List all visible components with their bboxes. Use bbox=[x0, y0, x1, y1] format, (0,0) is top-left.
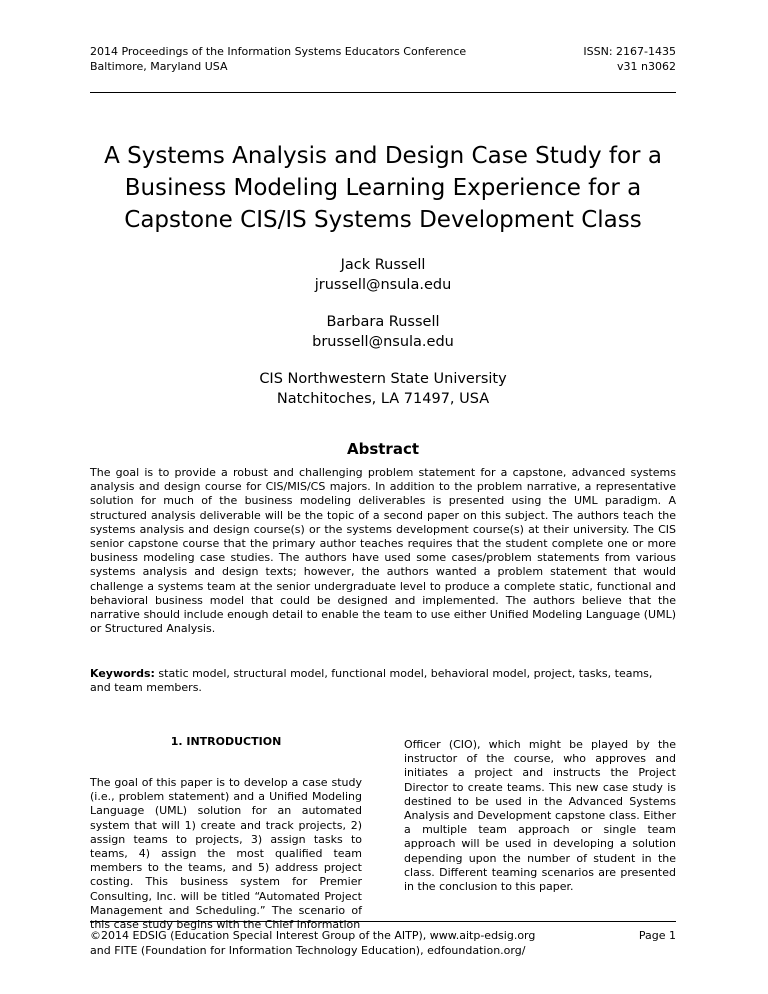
author-block-2 bbox=[90, 312, 676, 352]
right-column bbox=[404, 738, 676, 894]
footer-line: and FITE (Foundation for Information Technology Education), edfoundation.org/ bbox=[90, 944, 526, 957]
header-divider bbox=[90, 92, 676, 93]
author-block-1 bbox=[90, 255, 676, 295]
keywords-label: Keywords: bbox=[90, 667, 155, 680]
affiliation-block bbox=[90, 369, 676, 409]
page-number: Page 1 bbox=[638, 929, 676, 942]
abstract-text: The goal is to provide a robust and challenging problem statement for a capstone, advanced systems analysis and design course for CIS/MIS/CS majors. In addition to the problem narrative, a representative solution for much of the business modeling deliverables is presented using the UML paradigm. A structured analysis deliverable will be the topic of a second paper on this subject. The authors teach the systems analysis and design course(s) or the systems development course(s) at their university. The CIS senior capstone course that the primary author teaches requires that the student complete one or more business modeling case studies. The authors have used some cases/problem statements from various systems analysis and design texts; however, the authors wanted a problem statement that would challenge a systems team at the senior undergraduate level to produce a complete static, functional and behavioral business model that could be designed and implemented. The authors believe that the narrative should include enough detail to enable the team to use either Unified Modeling Language (UML) or Structured Analysis. bbox=[90, 466, 676, 636]
header-volume: v31 n3062 bbox=[617, 60, 676, 73]
introduction-text-left: The goal of this paper is to develop a case study (i.e., problem statement) and a Unified Modeling Language (UML) solution for an automated system that will 1) create and track projects, 2) assign teams to projects, 3) assign tasks to teams, 4) assign the most qualified team members to the teams, and 5) address project costing. This business system for Premier Consulting, Inc. will be titled “Automated Project Management and Scheduling.” The scenario of this case study begins with the Chief Information bbox=[90, 776, 362, 932]
header-issn-block bbox=[583, 44, 676, 74]
title-line: Business Modeling Learning Experience for a bbox=[124, 175, 642, 201]
keywords-text: static model, structural model, functional model, behavioral model, project, tasks, teams, and team members. bbox=[90, 667, 653, 695]
header-location: Baltimore, Maryland USA bbox=[90, 60, 228, 73]
header-conference: 2014 Proceedings of the Information Systems Educators Conference bbox=[90, 45, 467, 58]
header-issn: ISSN: 2167-1435 bbox=[583, 45, 676, 58]
paper-title bbox=[90, 140, 676, 236]
title-line: A Systems Analysis and Design Case Study for a bbox=[104, 143, 662, 169]
header-conference-block bbox=[90, 44, 466, 74]
title-line: Capstone CIS/IS Systems Development Class bbox=[124, 207, 642, 233]
affiliation-line: Natchitoches, LA 71497, USA bbox=[276, 391, 490, 407]
author-email[interactable]: jrussell@nsula.edu bbox=[314, 277, 452, 293]
author-email[interactable]: brussell@nsula.edu bbox=[312, 334, 454, 350]
keywords bbox=[90, 667, 676, 695]
left-column bbox=[90, 705, 362, 932]
introduction-text-right: Officer (CIO), which might be played by the instructor of the course, who approves and initiates a project and instructs the Project Director to create teams. This new case study is destined to be used in the Advanced Systems Analysis and Development capstone class. Either a multiple team approach or single team approach will be used in developing a solution depending upon the number of student in the class. Different teaming scenarios are presented in the conclusion to this paper. bbox=[404, 738, 676, 894]
footer-copyright bbox=[90, 928, 610, 958]
footer-divider bbox=[90, 921, 676, 922]
footer-line: ©2014 EDSIG (Education Special Interest Group of the AITP), www.aitp-edsig.org bbox=[90, 929, 536, 942]
author-name: Barbara Russell bbox=[326, 314, 440, 330]
abstract-heading: Abstract bbox=[346, 440, 420, 458]
section-heading-introduction: 1. INTRODUCTION bbox=[170, 735, 282, 748]
affiliation-line: CIS Northwestern State University bbox=[259, 371, 507, 387]
author-name: Jack Russell bbox=[340, 257, 426, 273]
